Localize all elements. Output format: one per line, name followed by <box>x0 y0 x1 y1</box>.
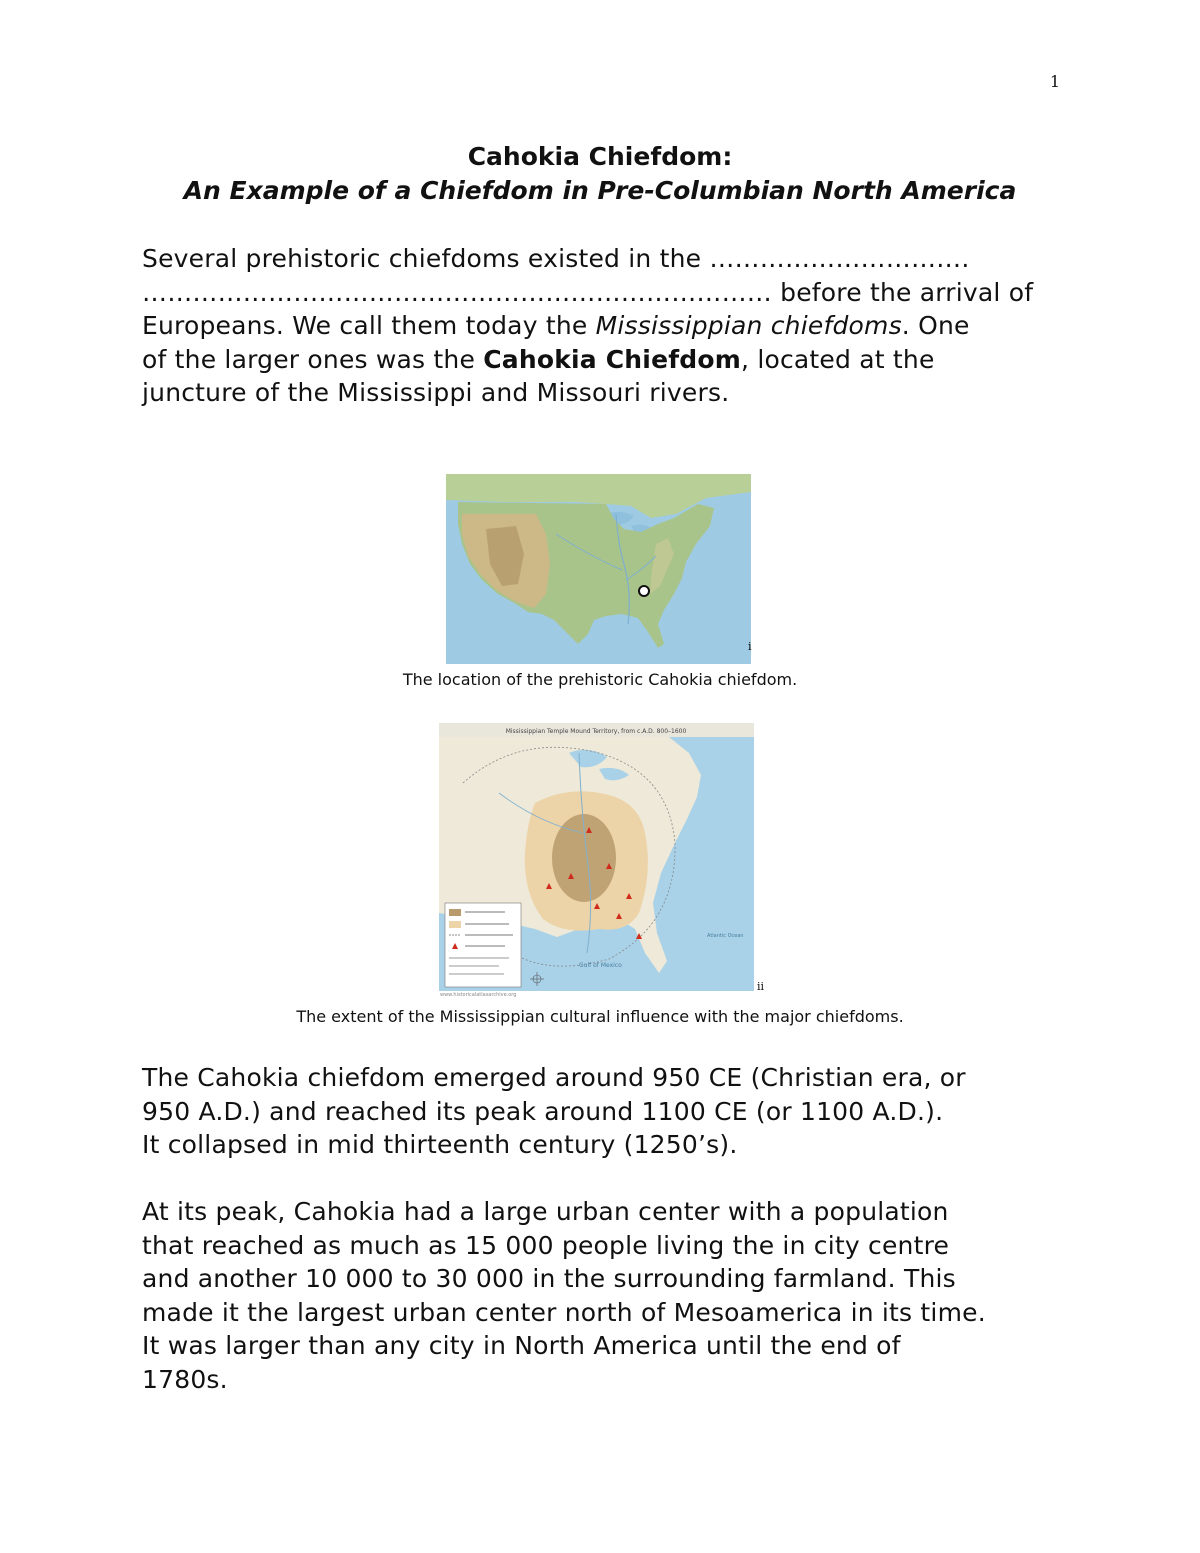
timeline-paragraph <box>142 1061 1072 1162</box>
us-relief-map <box>446 474 751 664</box>
intro-text: . One <box>901 311 970 340</box>
paragraph-line: 1780s. <box>142 1364 228 1394</box>
paragraph-line: that reached as much as 15 000 people living the in city centre <box>142 1230 950 1260</box>
paragraph-line: It collapsed in mid thirteenth century (1250’s). <box>142 1130 738 1159</box>
paragraph-line: At its peak, Cahokia had a large urban center with a population <box>142 1197 949 1226</box>
subtitle-line: An Example of a Chiefdom in Pre-Columbian North America <box>183 176 1017 205</box>
page-number: 1 <box>1049 72 1060 91</box>
cahokia-term: Cahokia Chiefdom <box>483 344 742 374</box>
intro-text: Europeans. We call them today the <box>142 311 596 340</box>
paragraph-line: made it the largest urban center north of Mesoamerica in its time. <box>142 1297 986 1327</box>
map-credit: www.historicalatlasarchive.org <box>440 992 517 998</box>
us-relief-map-graphic <box>446 474 751 664</box>
atlantic-label: Atlantic Ocean <box>707 933 744 939</box>
mississippian-influence-graphic <box>439 723 754 991</box>
intro-line: Several prehistoric chiefdoms existed in the …………………………. <box>142 244 970 273</box>
intro-paragraph <box>142 242 1072 410</box>
figure-note-marker: ii <box>757 980 765 993</box>
title-line: Cahokia Chiefdom: <box>467 142 733 171</box>
intro-line <box>142 309 1072 343</box>
intro-line: juncture of the Mississippi and Missouri rivers. <box>142 378 730 407</box>
intro-line: ………………………………………………………………… before the arrival of <box>142 277 1034 307</box>
intro-line <box>142 343 1072 377</box>
paragraph-line: 950 A.D.) and reached its peak around 1100 CE (or 1100 A.D.). <box>142 1096 944 1126</box>
figure-caption: The extent of the Mississippian cultural influence with the major chiefdoms. <box>296 1007 904 1026</box>
document-title <box>130 140 1070 208</box>
intro-text: , located at the <box>741 344 935 374</box>
paragraph-line: and another 10 000 to 30 000 in the surrounding farmland. This <box>142 1264 956 1293</box>
mississippian-term: Mississippian chiefdoms <box>595 311 902 340</box>
paragraph-line: It was larger than any city in North America until the end of <box>142 1331 901 1360</box>
population-paragraph <box>142 1195 1072 1396</box>
intro-text: of the larger ones was the <box>142 344 484 374</box>
mississippian-influence-map <box>439 723 754 991</box>
figure-caption: The location of the prehistoric Cahokia chiefdom. <box>402 670 798 689</box>
map-title: Mississippian Temple Mound Territory, from c.A.D. 800–1600 <box>505 728 687 735</box>
paragraph-line: The Cahokia chiefdom emerged around 950 CE (Christian era, or <box>142 1063 966 1092</box>
figure-note-marker: i <box>748 640 752 653</box>
gulf-label: Gulf of Mexico <box>579 962 622 969</box>
